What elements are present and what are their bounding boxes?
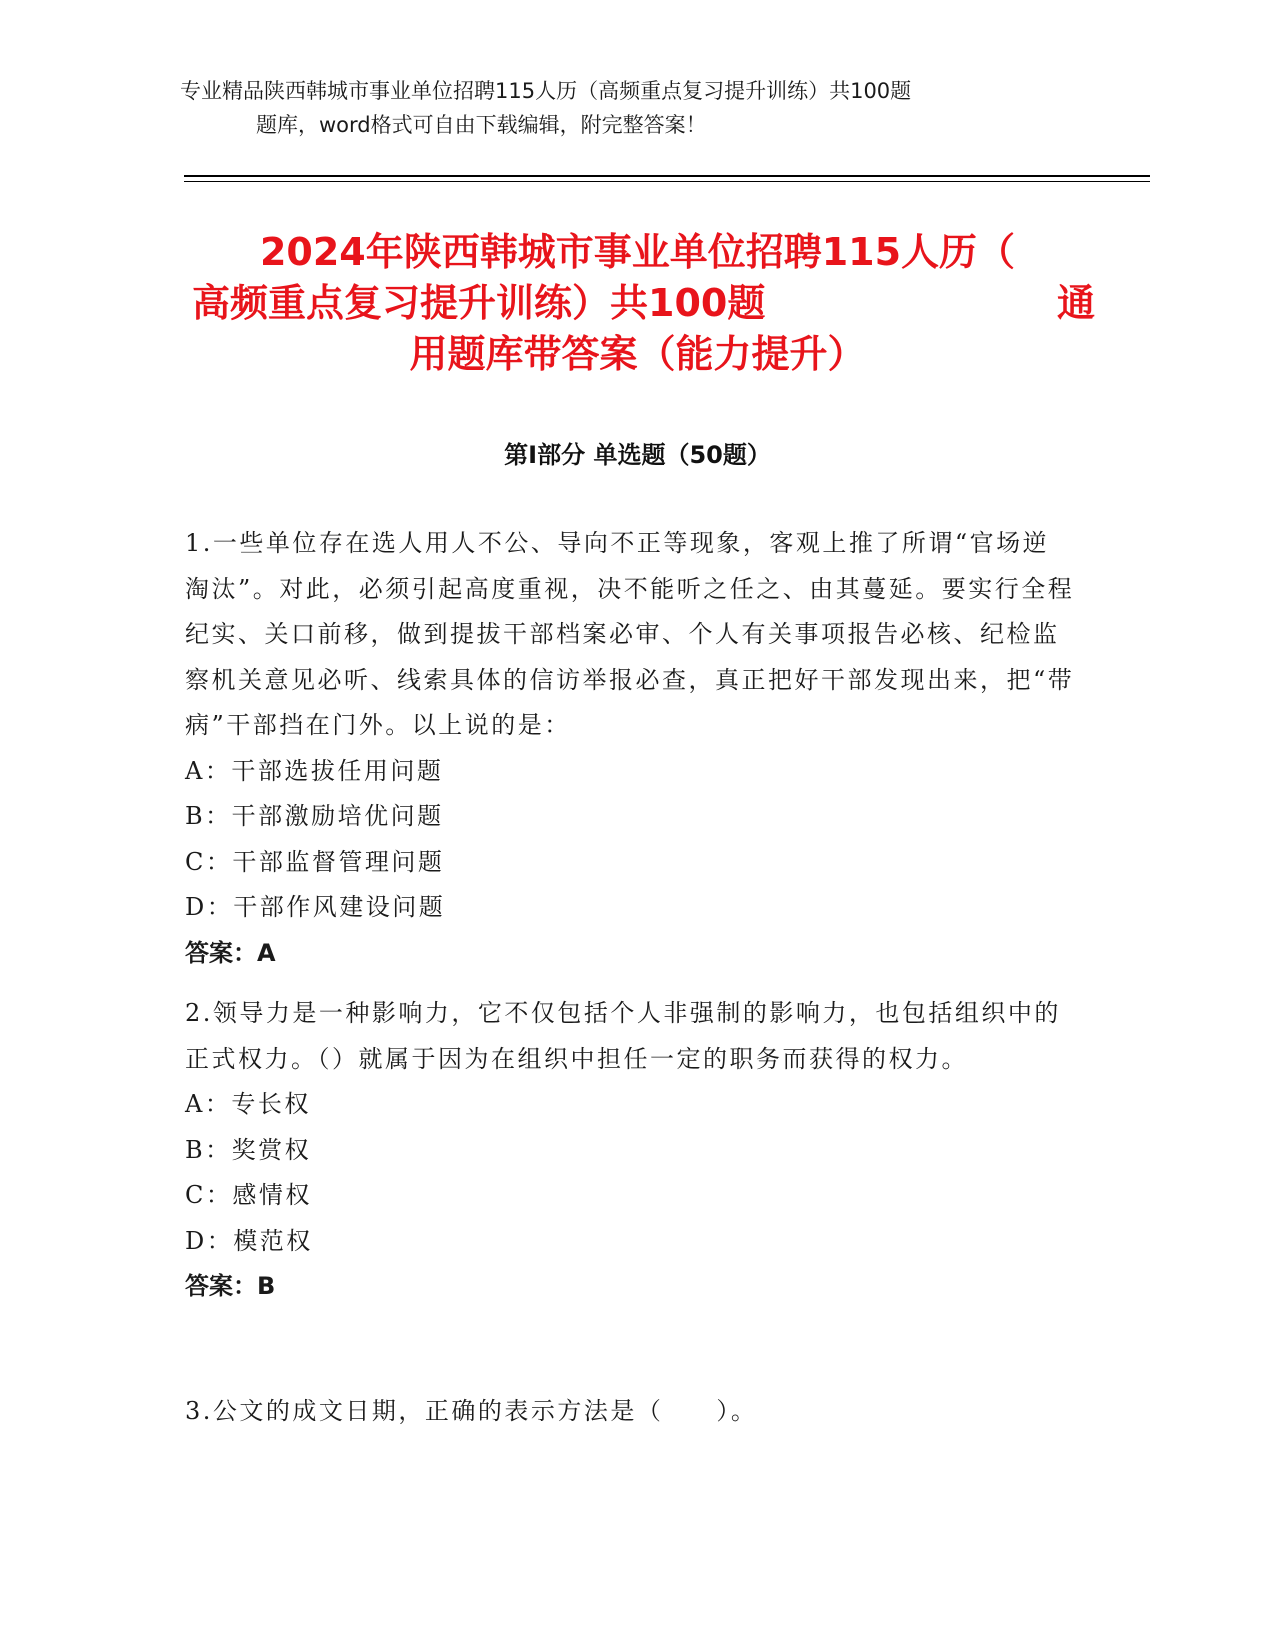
header-note xyxy=(180,74,1060,142)
option-d: D：干部作风建设问题 xyxy=(185,893,446,921)
header-note-line-1: 专业精品陕西韩城市事业单位招聘115人历（高频重点复习提升训练）共100题 xyxy=(180,79,912,103)
answer-line: 答案：B xyxy=(185,1272,276,1300)
question-2 xyxy=(185,991,1075,1310)
answer-line: 答案：A xyxy=(185,938,276,967)
title-line-2-left: 高频重点复习提升训练）共100题 xyxy=(192,281,766,325)
title-line-2 xyxy=(180,278,1095,329)
document-title xyxy=(180,227,1095,380)
header-note-line-2: 题库，word格式可自由下载编辑，附完整答案！ xyxy=(256,113,707,137)
question-stem: 3.公文的成文日期，正确的表示方法是（ ）。 xyxy=(185,1397,758,1425)
option-d: D：模范权 xyxy=(185,1226,313,1255)
question-stem: 2.领导力是一种影响力，它不仅包括个人非强制的影响力，也包括组织中的正式权力。（）就属于因为在组织中担任一定的职务而获得的权力。 xyxy=(185,999,1061,1073)
option-c: C：干部监督管理问题 xyxy=(185,847,445,876)
header-divider-thin xyxy=(184,181,1150,182)
question-1 xyxy=(185,521,1075,976)
title-line-2-right: 通 xyxy=(1056,281,1095,325)
title-line-1: 2024年陕西韩城市事业单位招聘115人历（ xyxy=(259,230,1016,274)
question-stem: 1.一些单位存在选人用人不公、导向不正等现象，客观上推了所谓“官场逆淘汰”。对此，必须引起高度重视，决不能听之任之、由其蔓延。要实行全程纪实、关口前移，做到提拔干部档案必审、个人有关事项报告必核、纪检监察机关意见必听、线索具体的信访举报必查，真正把好干部发现出来，把“带病”干部挡在门外。以上说的是： xyxy=(185,529,1075,739)
option-b: B：奖赏权 xyxy=(185,1135,312,1164)
option-b: B：干部激励培优问题 xyxy=(185,802,444,830)
option-c: C：感情权 xyxy=(185,1181,312,1209)
header-divider-thick xyxy=(184,175,1150,177)
title-line-3: 用题库带答案（能力提升） xyxy=(409,332,866,376)
question-3 xyxy=(185,1389,1075,1435)
option-a: A：干部选拔任用问题 xyxy=(185,756,444,785)
section-title: 第I部分 单选题（50题） xyxy=(504,441,771,469)
option-a: A：专长权 xyxy=(185,1090,311,1118)
